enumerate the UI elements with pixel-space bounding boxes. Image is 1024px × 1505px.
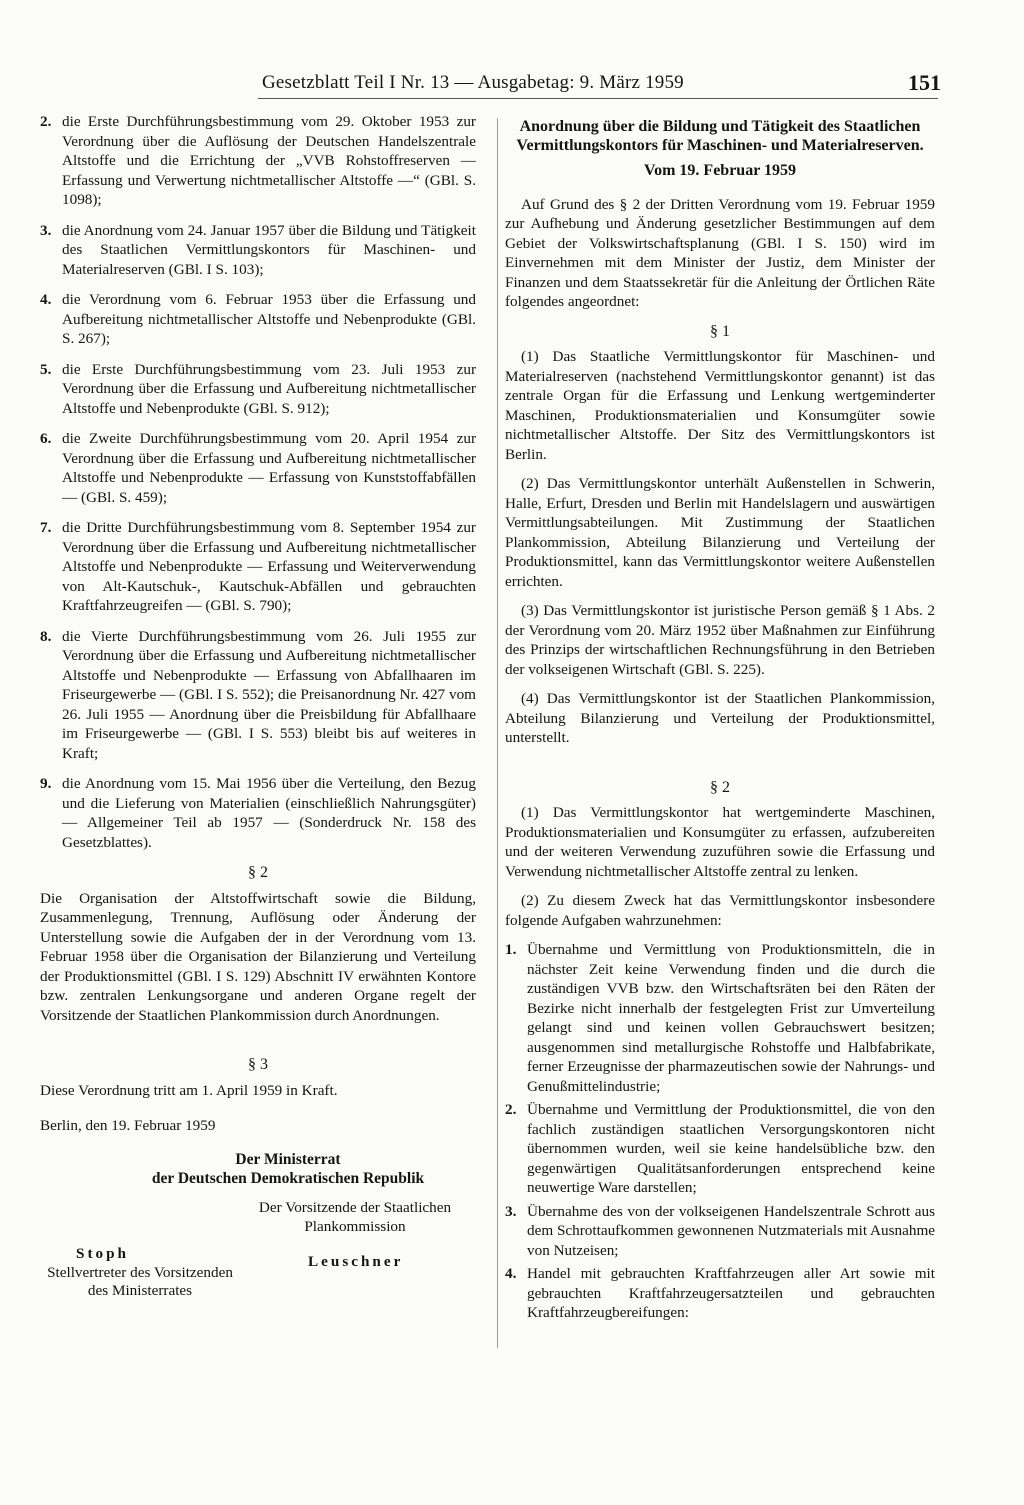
item-number: 4. [505,1265,517,1282]
item-text: die Dritte Durchführungsbestimmung vom 8. September 1954 zur Verordnung über die Erfassung und Aufbereitung nichtmetallischer Altstoffe und Nebenprodukte — Erfassung und Weiterverwendung von Alt-Kautschuk-, Kautschuk-Abfällen und gebrauchten Kraftfahrzeugreifen — (GBl. S. 790); [62,519,476,614]
item-text: die Zweite Durchführungsbestimmung vom 20. April 1954 zur Verordnung über die Erfassung und Aufbereitung nichtmetallischer Altstoffe und Nebenprodukte — Erfassung von Kunststoffabfällen — (GBl. S. 459); [62,430,476,506]
list-item [40,221,476,280]
left-column [40,112,476,1298]
signing-body [100,1150,476,1188]
item-text: die Vierte Durchführungsbestimmung vom 26. Juli 1955 zur Verordnung über die Erfassung und Aufbereitung nichtmetallischer Altstoffe und Nebenprodukte — Erfassung von Abfallhaaren im Friseurgewerbe — (GBl. I S. 552); die Preisanordnung Nr. 427 vom 26. Juli 1955 — Anordnung über die Preisbildung für Abfallhaare im Friseurgewerbe — (GBl. I S. 553) bleibt bis auf weiteres in Kraft; [62,627,476,762]
section-paragraph: (2) Zu diesem Zweck hat das Vermittlungskontor insbesondere folgende Aufgaben wahrzunehmen: [505,892,935,929]
item-text: die Anordnung vom 24. Januar 1957 über die Bildung und Tätigkeit des Staatlichen Vermittlungskontors für Maschinen- und Materialreserven (GBl. I S. 103); [62,221,476,278]
section-paragraph: Die Organisation der Altstoffwirtschaft sowie die Bildung, Zusammenlegung, Trennung, Auflösung oder Änderung der Unterstellung sowie die Aufgaben der in der Verordnung vom 13. Februar 1958 über die Organisation der Bilanzierung und Verteilung der Produktionsmittel (GBl. I S. 129) Abschnitt IV erwähnten Kontore bzw. zentralen Lenkungsorgane und anderen Organe regelt der Vorsitzende der Staatlichen Plankommission durch Anordnungen. [40,889,476,1024]
intro-paragraph: Auf Grund des § 2 der Dritten Verordnung vom 19. Februar 1959 zur Aufhebung und Änderung gesetzlicher Bestimmungen auf dem Gebiet der Volkswirtschaftsplanung (GBl. I S. 150) wird im Einvernehmen mit dem Minister der Justiz, dem Minister der Finanzen und dem Staatssekretär für die Anleitung der Örtlichen Räte folgendes angeordnet: [505,195,935,310]
signer-name: Stoph [76,1244,129,1262]
section-paragraph: (1) Das Staatliche Vermittlungskontor für Maschinen- und Materialreserven (nachstehend Vermittlungskontor genannt) ist das zentrale Organ für die Erfassung und Lenkung wertgeminderter Maschinen, Produktionsmaterialien und Konsumgüter sowie nichtmetallischer Altstoffe. Der Sitz des Vermittlungskontors ist Berlin. [505,348,935,463]
item-number: 4. [40,291,52,308]
list-item [40,290,476,349]
item-text: die Erste Durchführungsbestimmung vom 23. Juli 1953 zur Verordnung über die Erfassung und Aufbereitung nichtmetallischer Altstoffe und Nebenprodukte (GBl. S. 912); [62,360,476,417]
list-item [40,360,476,419]
item-text: die Verordnung vom 6. Februar 1953 über die Erfassung und Aufbereitung nichtmetallischer Altstoffe und Nebenprodukte (GBl. S. 267); [62,291,476,347]
list-item [505,1264,935,1323]
list-item [40,112,476,210]
item-number: 1. [505,941,517,958]
signature-date: Berlin, den 19. Februar 1959 [40,1117,216,1134]
spacer [505,758,935,768]
item-number: 2. [505,1101,517,1118]
item-text: Übernahme und Vermittlung von Produktionsmitteln, die in nächster Zeit keine Verwendung finden und die durch die zuständigen VVB bzw. den Wirtschaftsräten bei den Räten der Bezirke nicht innerhalb der festgelegten Frist zur Umverteilung gelangt sind und keinen vollen Gebrauchswert besitzen; ausgenommen sind metallurgische Rohstoffe und Halbfabrikate, ferner Erzeugnisse der pharmazeutischen sowie der Nahrungs- und Genußmittelindustrie; [527,941,935,1095]
section-mark: § 1 [710,322,730,340]
item-number: 3. [505,1202,517,1220]
page-number: 151 [908,70,941,95]
list-item [505,1202,935,1261]
item-number: 7. [40,519,52,536]
list-item [40,627,476,764]
section-mark: § 2 [248,864,268,881]
list-item [505,1100,935,1198]
column-divider [497,118,498,1348]
item-number: 3. [40,221,52,239]
item-number: 8. [40,627,52,645]
section-paragraph: (4) Das Vermittlungskontor ist der Staatlichen Plankommission, Abteilung Bilanzierung und Verteilung der Produktionsmittel, unterstellt. [505,690,935,746]
section-paragraph: (2) Das Vermittlungskontor unterhält Außenstellen in Schwerin, Halle, Erfurt, Dresden und Berlin mit Handelslagern und auswärtigen Vermittlungsabteilungen. Mit Zustimmung der Staatlichen Plankommission, Abteilung Bilanzierung und Verteilung der Produktionsmittel, kann das Vermittlungskontor weitere Außenstellen errichten. [505,475,935,590]
item-number: 2. [40,113,52,130]
section-paragraph: Diese Verordnung tritt am 1. April 1959 in Kraft. [40,1081,338,1099]
section-mark: § 3 [248,1056,268,1073]
list-item [505,940,935,1096]
item-number: 9. [40,775,52,792]
item-text: Übernahme des von der volkseigenen Handelszentrale Schrott aus dem Schrottaufkommen gewonnenen Nutzmaterials mit Ausnahme von Nutzeisen; [527,1202,935,1259]
header-title: Gesetzblatt Teil I Nr. 13 — Ausgabetag: 9. März 1959 [262,72,684,93]
section-mark: § 2 [710,778,730,796]
signer-role: Stellvertreter des Vorsitzenden des Ministerrates [47,1263,233,1299]
spacer [40,1035,476,1045]
signer-name: Leuschner [308,1252,404,1270]
document-date: Vom 19. Februar 1959 [644,162,796,179]
section-paragraph: (3) Das Vermittlungskontor ist juristische Person gemäß § 1 Abs. 2 der Verordnung vom 20. März 1952 über Maßnahmen zur Einführung des Prinzips der wirtschaftlichen Rechnungsführung in den Betrieben der volkseigenen Wirtschaft (GBl. S. 225). [505,602,935,678]
item-number: 5. [40,360,52,378]
item-text: die Erste Durchführungsbestimmung vom 29. Oktober 1953 zur Verordnung über die Auflösung der Deutschen Handelszentrale Altstoffe und die Errichtung der „VVB Rohstoffreserven — Erfassung und Verwertung nichtmetallischer Altstoffe —“ (GBl. S. 1098); [62,113,476,208]
document-title: Anordnung über die Bildung und Tätigkeit des Staatlichen Vermittlungskontors für Maschinen- und Materialreserven. [516,118,924,154]
signing-body-line: der Deutschen Demokratischen Republik [151,1169,425,1187]
header-rule [258,98,938,99]
list-item [40,429,476,507]
item-text: die Anordnung vom 15. Mai 1956 über die Verteilung, den Bezug und die Lieferung von Materialien (einschließlich Nahrungsgüter) — Allgemeiner Teil ab 1957 — (Sonderdruck Nr. 158 des Gesetzblattes). [62,775,476,851]
list-item [40,774,476,852]
section-paragraph: (1) Das Vermittlungskontor hat wertgeminderte Maschinen, Produktionsmaterialien und Konsumgüter zu erfassen, aufzubereiten und der weiteren Verwendung zuzuführen sowie die Erfassung und Verwendung nichtmetallischer Altstoffe zentral zu lenken. [505,804,935,880]
list-item [40,518,476,616]
signing-body-line: Der Ministerrat [235,1150,341,1168]
signature-block [40,1198,476,1298]
signer-role: Der Vorsitzende der Staatlichen Plankommission [258,1198,452,1235]
item-text: Handel mit gebrauchten Kraftfahrzeugen aller Art sowie mit gebrauchten Kraftfahrzeugersatzteilen und gebrauchten Kraftfahrzeugbereifungen: [527,1265,935,1321]
right-column [505,117,935,1327]
page-header [40,72,940,98]
item-text: Übernahme und Vermittlung der Produktionsmittel, die von den fachlich zuständigen staatlichen Versorgungskontoren nicht übernommen wurden, weil sie keine handelsübliche bzw. den gegenwärtigen Qualitätsanforderungen entsprechend keine neuwertige Ware darstellen; [527,1101,935,1196]
item-number: 6. [40,430,52,447]
